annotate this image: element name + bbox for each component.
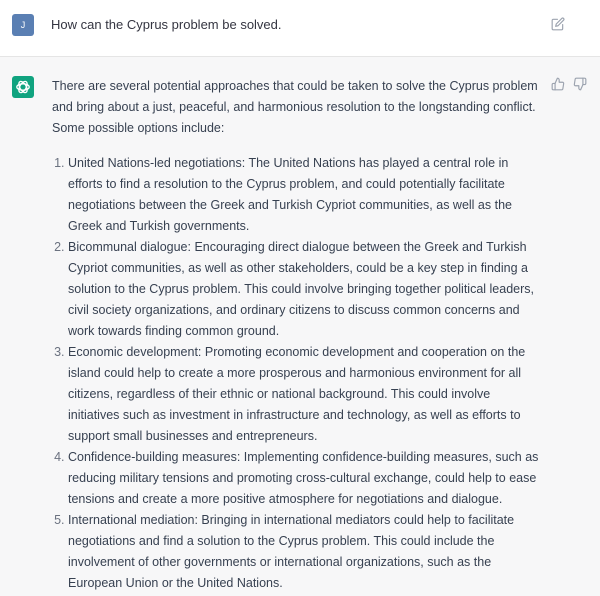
list-item: 1. United Nations-led negotiations: The United Nations has played a central role in efforts to find a resolution to the Cyprus problem, and could potentially facilitate negotiations between the Greek and Turkish Cypriot communities, as well as the Greek and Turkish governments. xyxy=(68,153,542,237)
thumbs-up-icon[interactable] xyxy=(551,77,565,91)
list-item: 4. Confidence-building measures: Implementing confidence-building measures, such as reducing military tensions and promoting cross-cultural exchange, could help to ease tensions and create a more positive atmosphere for negotiations and dialogue. xyxy=(68,447,542,510)
openai-logo-icon xyxy=(12,76,34,98)
thumbs-down-icon[interactable] xyxy=(573,77,587,91)
edit-icon[interactable] xyxy=(551,17,565,31)
user-avatar: J xyxy=(12,14,34,36)
assistant-intro: There are several potential approaches that could be taken to solve the Cyprus problem and bring about a just, peaceful, and harmonious resolution to the longstanding conflict. Some possible options include: xyxy=(52,79,538,135)
list-item: 5. International mediation: Bringing in international mediators could help to facilitate negotiations and find a solution to the Cyprus problem. This could include the involvement of other governments or international organizations, such as the European Union or the United Nations. xyxy=(68,510,542,594)
assistant-message-row xyxy=(0,57,600,596)
assistant-message-content xyxy=(52,76,542,594)
user-message-row xyxy=(0,0,600,57)
user-message-text: How can the Cyprus problem be solved. xyxy=(51,17,282,32)
list-item: 3. Economic development: Promoting economic development and cooperation on the island could help to create a more prosperous and harmonious environment for all citizens, regardless of their ethnic or national background. This could involve initiatives such as investment in infrastructure and technology, as well as efforts to support small businesses and entrepreneurs. xyxy=(68,342,542,447)
options-list xyxy=(52,153,542,594)
list-item: 2. Bicommunal dialogue: Encouraging direct dialogue between the Greek and Turkish Cypriot communities, as well as other stakeholders, could be a key step in finding a solution to the Cyprus problem. This could involve bringing together political leaders, civil society organizations, and ordinary citizens to discuss common concerns and work towards finding common ground. xyxy=(68,237,542,342)
